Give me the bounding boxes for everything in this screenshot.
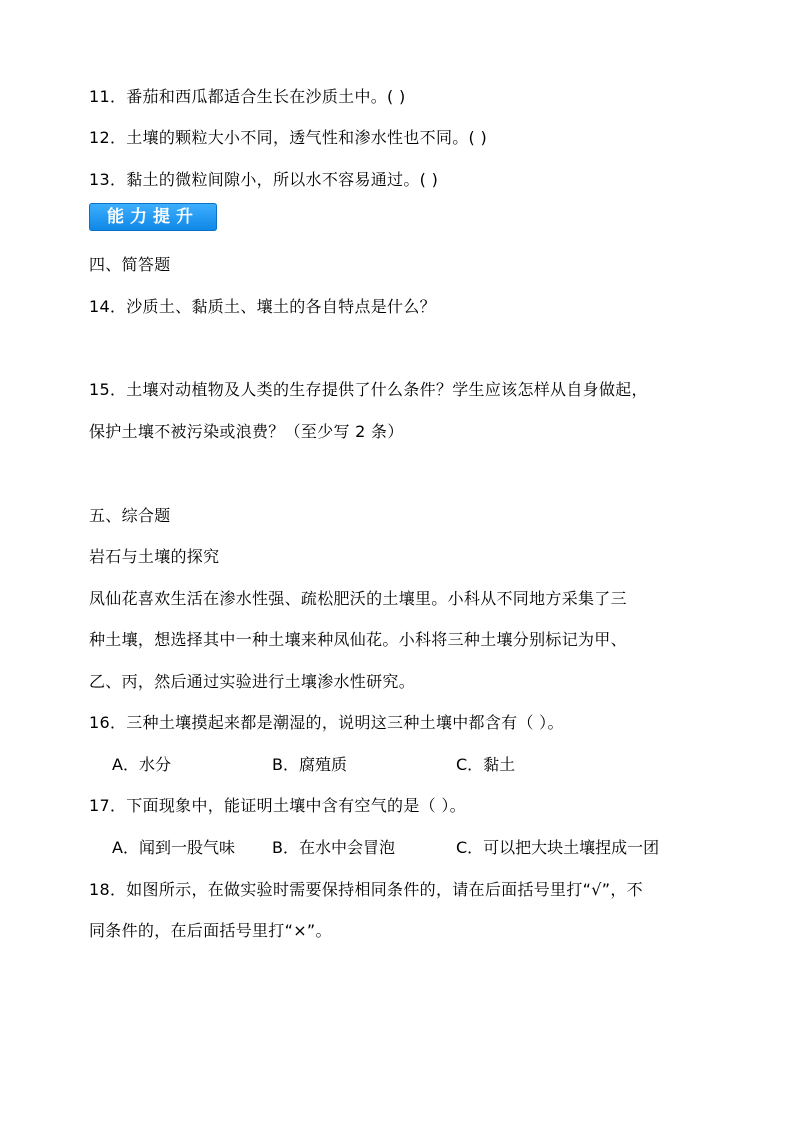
intro-line1: 凤仙花喜欢生活在渗水性强、疏松肥沃的土壤里。小科从不同地方采集了三: [89, 589, 627, 608]
q16-option-b: B．腐殖质: [272, 755, 347, 774]
q16-option-c: C．黏土: [456, 755, 516, 774]
question-16: 16．三种土壤摸起来都是潮湿的，说明这三种土壤中都含有（ ）。: [89, 713, 564, 732]
ability-badge: 能力提升: [89, 203, 217, 231]
q17-option-b: B．在水中会冒泡: [272, 838, 395, 857]
question-17: 17．下面现象中，能证明土壤中含有空气的是（ ）。: [89, 796, 466, 815]
question-15-line1: 15．土壤对动植物及人类的生存提供了什么条件？学生应该怎样从自身做起，: [89, 380, 648, 399]
question-12: 12．土壤的颗粒大小不同，透气性和渗水性也不同。( ): [89, 128, 488, 147]
section5-subtitle: 岩石与土壤的探究: [89, 547, 220, 566]
question-18-line1: 18．如图所示，在做实验时需要保持相同条件的，请在后面括号里打“√”，不: [89, 880, 643, 899]
question-15-line2: 保护土壤不被污染或浪费？（至少写 2 条）: [89, 422, 404, 441]
question-14: 14．沙质土、黏质土、壤土的各自特点是什么？: [89, 297, 436, 316]
question-13: 13．黏土的微粒间隙小，所以水不容易通过。( ): [89, 170, 439, 189]
question-18-line2: 同条件的，在后面括号里打“×”。: [89, 921, 332, 940]
intro-line3: 乙、丙，然后通过实验进行土壤渗水性研究。: [89, 672, 416, 691]
question-11: 11．番茄和西瓜都适合生长在沙质土中。( ): [89, 87, 406, 106]
section4-heading: 四、简答题: [89, 255, 171, 274]
section5-heading: 五、综合题: [89, 506, 171, 525]
q16-option-a: A．水分: [112, 755, 171, 774]
intro-line2: 种土壤，想选择其中一种土壤来种凤仙花。小科将三种土壤分别标记为甲、: [89, 630, 627, 649]
q17-option-a: A．闻到一股气味: [112, 838, 235, 857]
q17-option-c: C．可以把大块土壤捏成一团: [456, 838, 660, 857]
